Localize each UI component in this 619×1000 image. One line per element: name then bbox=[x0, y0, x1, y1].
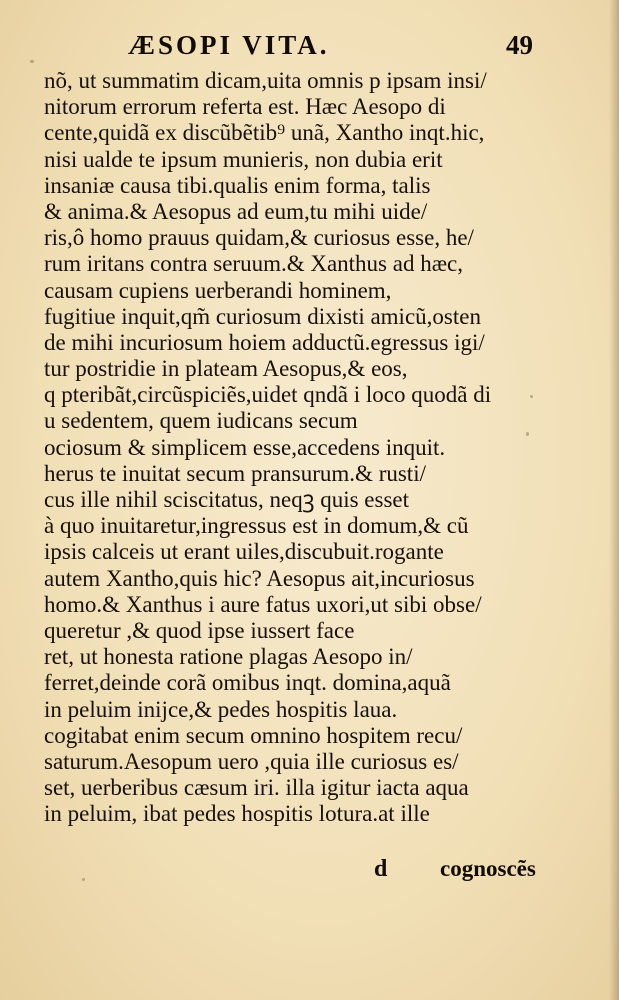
paper-speck bbox=[530, 395, 533, 398]
text-line: u sedentem, quem iudicans secum bbox=[44, 408, 358, 434]
text-line: queretur ,& quod ipse iussert face bbox=[44, 617, 355, 643]
text-line: autem Xantho,quis hic? Aesopus ait,incuriosus bbox=[44, 565, 475, 591]
text-line: causam cupiens uerberandi hominem, bbox=[44, 277, 392, 303]
text-line: homo.& Xanthus i aure fatus uxori,ut sibi obse/ bbox=[44, 591, 482, 617]
text-line: & anima.& Aesopus ad eum,tu mihi uide/ bbox=[44, 198, 428, 224]
text-line: ociosum & simplicem esse,accedens inquit. bbox=[44, 434, 446, 460]
text-line: nisi ualde te ipsum munieris, non dubia erit bbox=[44, 146, 443, 172]
text-line: saturum.Aesopum uero ,quia ille curiosus es/ bbox=[44, 748, 459, 774]
text-line: q pteribãt,circũspiciẽs,uidet qndã i loco quodã di bbox=[44, 382, 492, 408]
text-line: de mihi incuriosum hoiem adductũ.egressus igi/ bbox=[44, 329, 485, 355]
paper-speck bbox=[526, 432, 529, 436]
text-line: cogitabat enim secum omnino hospitem recu/ bbox=[44, 722, 463, 748]
text-line: ipsis calceis ut erant uiles,discubuit.rogante bbox=[44, 539, 444, 565]
page-edge-shadow bbox=[609, 0, 619, 1000]
text-line: ret, ut honesta ratione plagas Aesopo in/ bbox=[44, 644, 413, 670]
text-line: set, uerberibus cæsum iri. illa igitur iacta aqua bbox=[44, 775, 469, 801]
text-line: fugitiue inquit,qm̃ curiosum dixisti amicũ,osten bbox=[44, 303, 481, 329]
text-line: insaniæ causa tibi.qualis enim forma, talis bbox=[44, 172, 431, 198]
text-line: rum iritans contra seruum.& Xanthus ad hæc, bbox=[44, 251, 464, 277]
paper-speck bbox=[30, 60, 34, 63]
text-line: cente,quidã ex discũbẽtib⁹ unã, Xantho inqt.hic, bbox=[44, 120, 485, 146]
text-line: à quo inuitaretur,ingressus est in domum,& cũ bbox=[44, 513, 469, 539]
running-title: ÆSOPI VITA. bbox=[128, 30, 330, 60]
signature-mark: d bbox=[374, 856, 388, 882]
text-line: herus te inuitat secum pransurum.& rusti/ bbox=[44, 460, 426, 486]
text-line: nitorum errorum referta est. Hæc Aesopo di bbox=[44, 94, 446, 120]
page-footer bbox=[0, 856, 619, 886]
page-header bbox=[0, 30, 619, 64]
body-text bbox=[44, 68, 564, 827]
paper-speck bbox=[82, 878, 85, 881]
text-line: in peluim, ibat pedes hospitis lotura.at ille bbox=[44, 801, 430, 827]
text-line: tur postridie in plateam Aesopus,& eos, bbox=[44, 356, 408, 382]
text-line: nõ, ut summatim dicam,uita omnis p ipsam insi/ bbox=[44, 68, 487, 93]
text-line: in peluim inijce,& pedes hospitis laua. bbox=[44, 696, 398, 722]
text-line: cus ille nihil sciscitatus, neqꝫ quis esset bbox=[44, 487, 410, 512]
page-number: 49 bbox=[506, 30, 533, 60]
text-line: ferret,deinde corã omibus inqt. domina,aquã bbox=[44, 670, 451, 696]
catchword: cognoscẽs bbox=[440, 856, 536, 881]
text-line: ris,ô homo prauus quidam,& curiosus esse, he/ bbox=[44, 225, 474, 251]
